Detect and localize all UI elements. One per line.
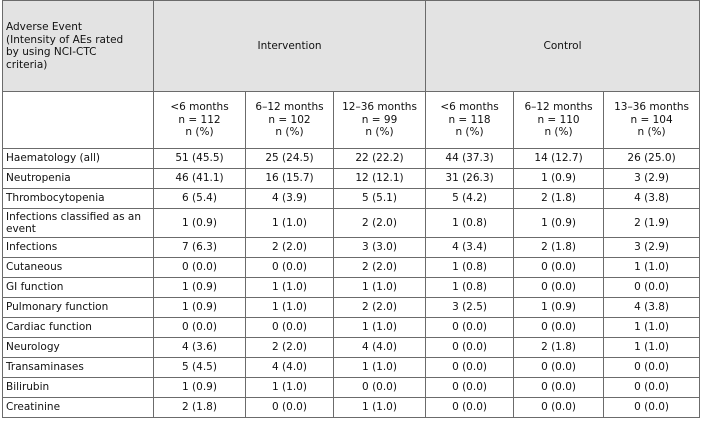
subheader-period: 12–36 months	[342, 101, 417, 114]
table-row	[3, 149, 700, 169]
subheader-cell	[604, 92, 700, 149]
row-label: Cardiac function	[3, 318, 154, 338]
value-cell: 4 (3.6)	[154, 338, 246, 358]
value-cell: 0 (0.0)	[426, 318, 514, 338]
value-cell: 0 (0.0)	[514, 358, 604, 378]
value-cell: 1 (1.0)	[246, 298, 334, 318]
value-cell: 2 (2.0)	[334, 298, 426, 318]
subheader-period: <6 months	[440, 101, 499, 114]
value-cell: 1 (1.0)	[334, 398, 426, 418]
value-cell: 12 (12.1)	[334, 169, 426, 189]
table-row	[3, 278, 700, 298]
value-cell: 3 (3.0)	[334, 238, 426, 258]
value-cell: 3 (2.9)	[604, 169, 700, 189]
value-cell: 4 (3.9)	[246, 189, 334, 209]
row-label: GI function	[3, 278, 154, 298]
value-cell: 0 (0.0)	[426, 358, 514, 378]
value-cell: 5 (4.5)	[154, 358, 246, 378]
value-cell: 2 (2.0)	[334, 258, 426, 278]
value-cell: 1 (1.0)	[604, 258, 700, 278]
value-cell: 1 (0.9)	[514, 298, 604, 318]
value-cell: 2 (1.8)	[514, 189, 604, 209]
value-cell: 14 (12.7)	[514, 149, 604, 169]
subheader-unit: n (%)	[365, 126, 394, 139]
subheader-unit: n (%)	[544, 126, 573, 139]
corner-header-line: Adverse Event	[6, 21, 83, 33]
row-label: Transaminases	[3, 358, 154, 378]
value-cell: 31 (26.3)	[426, 169, 514, 189]
value-cell: 1 (1.0)	[604, 338, 700, 358]
value-cell: 0 (0.0)	[604, 398, 700, 418]
table-row	[3, 238, 700, 258]
value-cell: 4 (3.4)	[426, 238, 514, 258]
value-cell: 22 (22.2)	[334, 149, 426, 169]
value-cell: 4 (4.0)	[334, 338, 426, 358]
value-cell: 2 (2.0)	[246, 238, 334, 258]
table-row	[3, 318, 700, 338]
subheader-n: n = 99	[361, 113, 398, 126]
row-label: Thrombocytopenia	[3, 189, 154, 209]
value-cell: 7 (6.3)	[154, 238, 246, 258]
value-cell: 6 (5.4)	[154, 189, 246, 209]
subheader-n: n = 112	[178, 113, 221, 126]
value-cell: 1 (1.0)	[246, 209, 334, 238]
corner-header-line: by using NCI-CTC	[6, 46, 97, 58]
subheader-unit: n (%)	[455, 126, 484, 139]
subheader-cell	[426, 92, 514, 149]
subheader-unit: n (%)	[637, 126, 666, 139]
value-cell: 44 (37.3)	[426, 149, 514, 169]
subheader-period: 6–12 months	[255, 101, 324, 114]
value-cell: 1 (0.9)	[154, 378, 246, 398]
value-cell: 1 (1.0)	[334, 358, 426, 378]
value-cell: 2 (2.0)	[334, 209, 426, 238]
table-row	[3, 169, 700, 189]
value-cell: 0 (0.0)	[154, 318, 246, 338]
value-cell: 2 (1.9)	[604, 209, 700, 238]
value-cell: 0 (0.0)	[334, 378, 426, 398]
value-cell: 1 (1.0)	[334, 318, 426, 338]
value-cell: 1 (0.9)	[514, 169, 604, 189]
row-label: Infections	[3, 238, 154, 258]
subheader-n: n = 102	[268, 113, 311, 126]
value-cell: 1 (1.0)	[604, 318, 700, 338]
value-cell: 1 (1.0)	[246, 278, 334, 298]
corner-header-line: (Intensity of AEs rated	[6, 33, 124, 46]
row-label: Infections classified as an event	[3, 209, 154, 238]
corner-header	[3, 1, 154, 92]
value-cell: 26 (25.0)	[604, 149, 700, 169]
control-group-header: Control	[426, 1, 700, 92]
row-label: Neutropenia	[3, 169, 154, 189]
value-cell: 0 (0.0)	[604, 358, 700, 378]
subheader-n: n = 110	[537, 113, 580, 126]
value-cell: 0 (0.0)	[514, 258, 604, 278]
value-cell: 16 (15.7)	[246, 169, 334, 189]
table-row	[3, 398, 700, 418]
table-row	[3, 378, 700, 398]
table-row	[3, 298, 700, 318]
value-cell: 4 (4.0)	[246, 358, 334, 378]
value-cell: 0 (0.0)	[514, 398, 604, 418]
value-cell: 0 (0.0)	[604, 278, 700, 298]
value-cell: 1 (0.9)	[154, 209, 246, 238]
subheader-period: <6 months	[170, 101, 229, 114]
table-body	[3, 149, 700, 418]
intervention-group-header: Intervention	[154, 1, 426, 92]
value-cell: 0 (0.0)	[426, 338, 514, 358]
value-cell: 0 (0.0)	[246, 398, 334, 418]
value-cell: 2 (2.0)	[246, 338, 334, 358]
table-row	[3, 189, 700, 209]
value-cell: 0 (0.0)	[154, 258, 246, 278]
value-cell: 1 (1.0)	[246, 378, 334, 398]
value-cell: 0 (0.0)	[514, 318, 604, 338]
adverse-events-table	[2, 0, 700, 418]
value-cell: 3 (2.9)	[604, 238, 700, 258]
value-cell: 0 (0.0)	[514, 278, 604, 298]
table-row	[3, 338, 700, 358]
value-cell: 1 (0.9)	[154, 278, 246, 298]
value-cell: 0 (0.0)	[246, 258, 334, 278]
value-cell: 2 (1.8)	[154, 398, 246, 418]
corner-header-line: criteria)	[6, 58, 48, 71]
value-cell: 1 (0.9)	[514, 209, 604, 238]
value-cell: 4 (3.8)	[604, 189, 700, 209]
subheader-cell	[334, 92, 426, 149]
value-cell: 0 (0.0)	[426, 378, 514, 398]
value-cell: 0 (0.0)	[514, 378, 604, 398]
value-cell: 3 (2.5)	[426, 298, 514, 318]
subheader-period: 6–12 months	[524, 101, 593, 114]
value-cell: 5 (5.1)	[334, 189, 426, 209]
subheader-cell	[514, 92, 604, 149]
value-cell: 46 (41.1)	[154, 169, 246, 189]
subheader-period: 13–36 months	[614, 101, 689, 114]
row-label: Pulmonary function	[3, 298, 154, 318]
subheader-n: n = 118	[448, 113, 491, 126]
value-cell: 0 (0.0)	[604, 378, 700, 398]
subheader-n: n = 104	[630, 113, 673, 126]
value-cell: 5 (4.2)	[426, 189, 514, 209]
value-cell: 1 (0.8)	[426, 278, 514, 298]
table-row	[3, 209, 700, 238]
blank-header-cell	[3, 92, 154, 149]
value-cell: 25 (24.5)	[246, 149, 334, 169]
value-cell: 1 (0.9)	[154, 298, 246, 318]
row-label: Neurology	[3, 338, 154, 358]
row-label: Cutaneous	[3, 258, 154, 278]
row-label: Bilirubin	[3, 378, 154, 398]
value-cell: 0 (0.0)	[426, 398, 514, 418]
table-row	[3, 258, 700, 278]
table-row	[3, 358, 700, 378]
value-cell: 1 (1.0)	[334, 278, 426, 298]
subheader-unit: n (%)	[185, 126, 214, 139]
value-cell: 1 (0.8)	[426, 209, 514, 238]
value-cell: 4 (3.8)	[604, 298, 700, 318]
value-cell: 2 (1.8)	[514, 238, 604, 258]
subheader-cell	[246, 92, 334, 149]
value-cell: 0 (0.0)	[246, 318, 334, 338]
subheader-unit: n (%)	[275, 126, 304, 139]
value-cell: 2 (1.8)	[514, 338, 604, 358]
subheader-cell	[154, 92, 246, 149]
value-cell: 1 (0.8)	[426, 258, 514, 278]
row-label: Creatinine	[3, 398, 154, 418]
row-label: Haematology (all)	[3, 149, 154, 169]
subheader-row	[3, 92, 700, 149]
value-cell: 51 (45.5)	[154, 149, 246, 169]
group-header-row	[3, 1, 700, 92]
